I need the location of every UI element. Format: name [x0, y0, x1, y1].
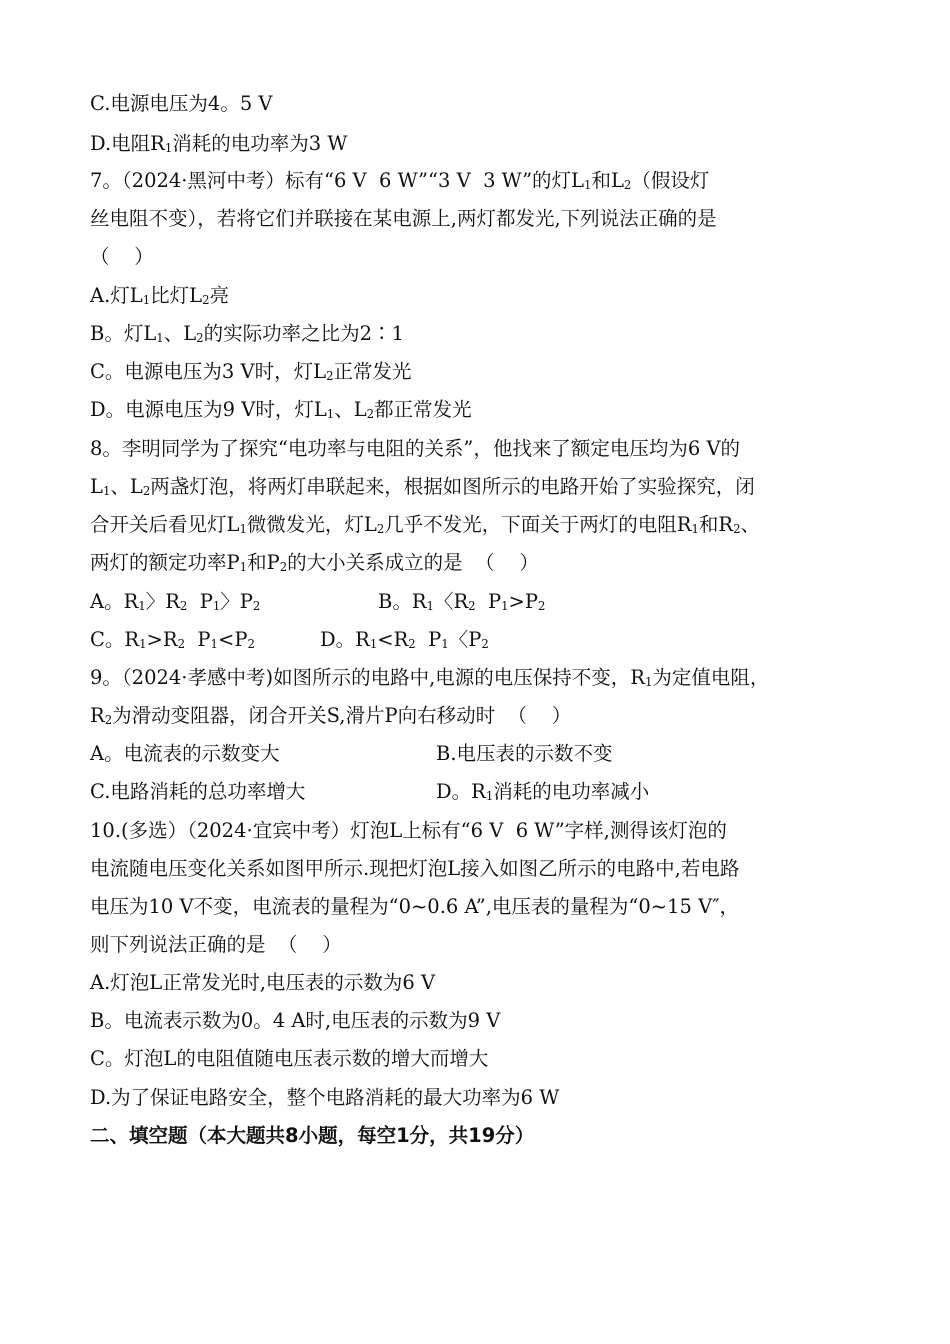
subscript: 1	[644, 675, 653, 689]
text-line	[90, 818, 727, 844]
text-run: C。灯泡L的电阻值随电压表示数的增大而增大	[90, 1047, 489, 1070]
text-line	[90, 206, 717, 232]
text-line	[90, 627, 489, 653]
subscript: 2	[252, 599, 261, 613]
subscript: 1	[156, 331, 164, 345]
subscript: 2	[179, 599, 188, 613]
text-run: 正常发光	[333, 360, 412, 383]
subscript: 2	[468, 599, 476, 613]
subscript: 2	[279, 560, 288, 574]
subscript: 1	[164, 141, 173, 155]
text-run: 丝电阻不变），若将它们并联接在某电源上,两灯都发光,下列说法正确的是	[90, 207, 717, 230]
text-run: D.电阻R	[90, 132, 165, 155]
text-line	[90, 436, 740, 462]
subscript: 1	[239, 560, 248, 574]
subscript: 1	[426, 599, 434, 613]
text-run: （假设灯	[631, 169, 710, 192]
text-run: L	[90, 475, 103, 498]
text-run: <P	[217, 628, 248, 651]
text-run: 消耗的电功率减小	[493, 780, 650, 803]
text-line	[90, 856, 739, 882]
text-run: A.灯泡L正常发光时,电压表的示数为6 V	[90, 971, 436, 994]
text-run: 都正常发光	[374, 398, 472, 421]
text-run: 10.(多选）（2024·宜宾中考）灯泡L上标有“6 V 6 W”字样,测得该灯泡的	[90, 819, 727, 842]
subscript: 2	[326, 369, 334, 383]
text-run: A。R	[90, 590, 139, 613]
text-run: 〉P	[220, 590, 253, 613]
text-line	[90, 512, 760, 538]
text-line	[90, 244, 154, 270]
option-column-2	[436, 741, 613, 767]
subscript: 2	[104, 713, 113, 727]
text-run: 两盏灯泡，将两灯串联起来，根据如图所示的电路开始了实验探究，闭	[150, 475, 755, 498]
option-column-2	[436, 779, 649, 805]
subscript: 2	[538, 599, 546, 613]
text-line	[90, 283, 229, 309]
text-line	[90, 550, 539, 576]
text-run: 的大小关系成立的是 （ ）	[287, 551, 539, 574]
text-run: 为定值电阻，	[652, 666, 770, 689]
text-run: 、L	[334, 398, 367, 421]
text-run: 和L	[591, 169, 624, 192]
text-run: D。R	[320, 628, 370, 651]
text-line	[90, 397, 472, 423]
text-run: D.为了保证电路安全，整个电路消耗的最大功率为6 W	[90, 1086, 560, 1109]
text-run: B.电压表的示数不变	[436, 742, 613, 765]
text-line	[90, 91, 273, 117]
text-run: 和R	[698, 513, 734, 536]
text-line	[90, 932, 342, 958]
subscript: 2	[247, 637, 255, 651]
subscript: 1	[102, 484, 111, 498]
text-run: A.灯L	[90, 284, 143, 307]
subscript: 2	[481, 637, 489, 651]
text-line	[90, 474, 755, 500]
text-run: C。电源电压为3 V时，灯L	[90, 360, 327, 383]
subscript: 1	[139, 637, 147, 651]
text-line	[90, 970, 435, 996]
text-run: 〈R	[433, 590, 469, 613]
text-run: R	[90, 704, 105, 727]
text-run: 〈P	[448, 628, 482, 651]
text-run: 、L	[110, 475, 143, 498]
subscript: 1	[239, 522, 247, 536]
subscript: 2	[142, 484, 151, 498]
text-run: 二、填空题（本大题共8小题，每空1分，共19分）	[90, 1124, 535, 1147]
subscript: 1	[501, 599, 509, 613]
text-run: 和P	[247, 551, 280, 574]
subscript: 1	[142, 293, 151, 307]
text-run: <R	[377, 628, 409, 651]
text-line	[90, 779, 650, 805]
text-run: 亮	[209, 284, 230, 307]
text-run: 8。李明同学为了探究“电功率与电阻的关系”，他找来了额定电压均为6 V的	[90, 437, 741, 460]
text-run: P	[475, 590, 502, 613]
text-run: >P	[508, 590, 539, 613]
subscript: 1	[485, 789, 494, 803]
text-run: 比灯L	[150, 284, 203, 307]
text-line	[90, 1085, 559, 1111]
subscript: 2	[623, 178, 632, 192]
text-run: C。R	[90, 628, 140, 651]
text-run: 电流随电压变化关系如图甲所示.现把灯泡L接入如图乙所示的电路中,若电路	[90, 857, 740, 880]
text-line	[90, 741, 613, 767]
subscript: 1	[691, 522, 699, 536]
text-run: B。电流表示数为0。4 A时,电压表的示数为9 V	[90, 1009, 501, 1032]
text-run: D。电源电压为9 V时，灯L	[90, 398, 327, 421]
text-line	[90, 589, 546, 615]
option-column-2	[320, 627, 489, 653]
text-run: C.电源电压为4。5 V	[90, 92, 273, 115]
text-run: B。R	[378, 590, 427, 613]
text-run: P	[187, 590, 213, 613]
text-run: 为滑动变阻器，闭合开关S,滑片P向右移动时 （ ）	[112, 704, 572, 727]
subscript: 1	[212, 599, 221, 613]
text-run: 电压为10 V不变，电流表的量程为“0~0.6 A”,电压表的量程为“0~15 V″，	[90, 895, 739, 918]
text-run: D。R	[436, 780, 486, 803]
subscript: 1	[369, 637, 378, 651]
subscript: 1	[441, 637, 449, 651]
subscript: 1	[210, 637, 218, 651]
subscript: 2	[408, 637, 416, 651]
text-line	[90, 1008, 500, 1034]
text-run: 合开关后看见灯L	[90, 513, 240, 536]
subscript: 2	[376, 522, 385, 536]
text-line	[90, 703, 571, 729]
text-run: P	[185, 628, 211, 651]
subscript: 2	[202, 293, 210, 307]
text-line	[90, 894, 739, 920]
text-run: A。电流表的示数变大	[90, 742, 280, 765]
text-run: （ ）	[90, 245, 154, 268]
text-run: 9。（2024·孝感中考)如图所示的电路中,电源的电压保持不变，R	[90, 666, 645, 689]
text-run: 则下列说法正确的是 （ ）	[90, 933, 342, 956]
text-line	[90, 359, 412, 385]
text-run: 的实际功率之比为2∶1	[203, 322, 404, 345]
subscript: 1	[584, 178, 592, 192]
subscript: 1	[138, 599, 146, 613]
text-line	[90, 131, 347, 157]
text-run: 、L	[163, 322, 197, 345]
text-run: P	[415, 628, 442, 651]
text-line	[90, 1046, 488, 1072]
text-line	[90, 665, 769, 691]
option-column-2	[378, 589, 545, 615]
text-run: 、	[740, 513, 761, 536]
subscript: 2	[196, 331, 204, 345]
subscript: 2	[366, 407, 375, 421]
subscript: 2	[177, 637, 186, 651]
text-run: 几乎不发光，下面关于两灯的电阻R	[384, 513, 692, 536]
text-run: 两灯的额定功率P	[90, 551, 240, 574]
text-line	[90, 1123, 534, 1149]
text-run: 微微发光，灯L	[246, 513, 377, 536]
text-run: C.电路消耗的总功率增大	[90, 780, 306, 803]
text-run: 7。（2024·黑河中考）标有“6 V 6 W”“3 V 3 W”的灯L	[90, 169, 584, 192]
text-run: 消耗的电功率为3 W	[172, 132, 348, 155]
text-run: 〉R	[145, 590, 180, 613]
subscript: 1	[326, 407, 335, 421]
text-line	[90, 321, 404, 347]
text-run: B。灯L	[90, 322, 157, 345]
text-line	[90, 168, 709, 194]
subscript: 2	[733, 522, 741, 536]
text-run: >R	[146, 628, 178, 651]
